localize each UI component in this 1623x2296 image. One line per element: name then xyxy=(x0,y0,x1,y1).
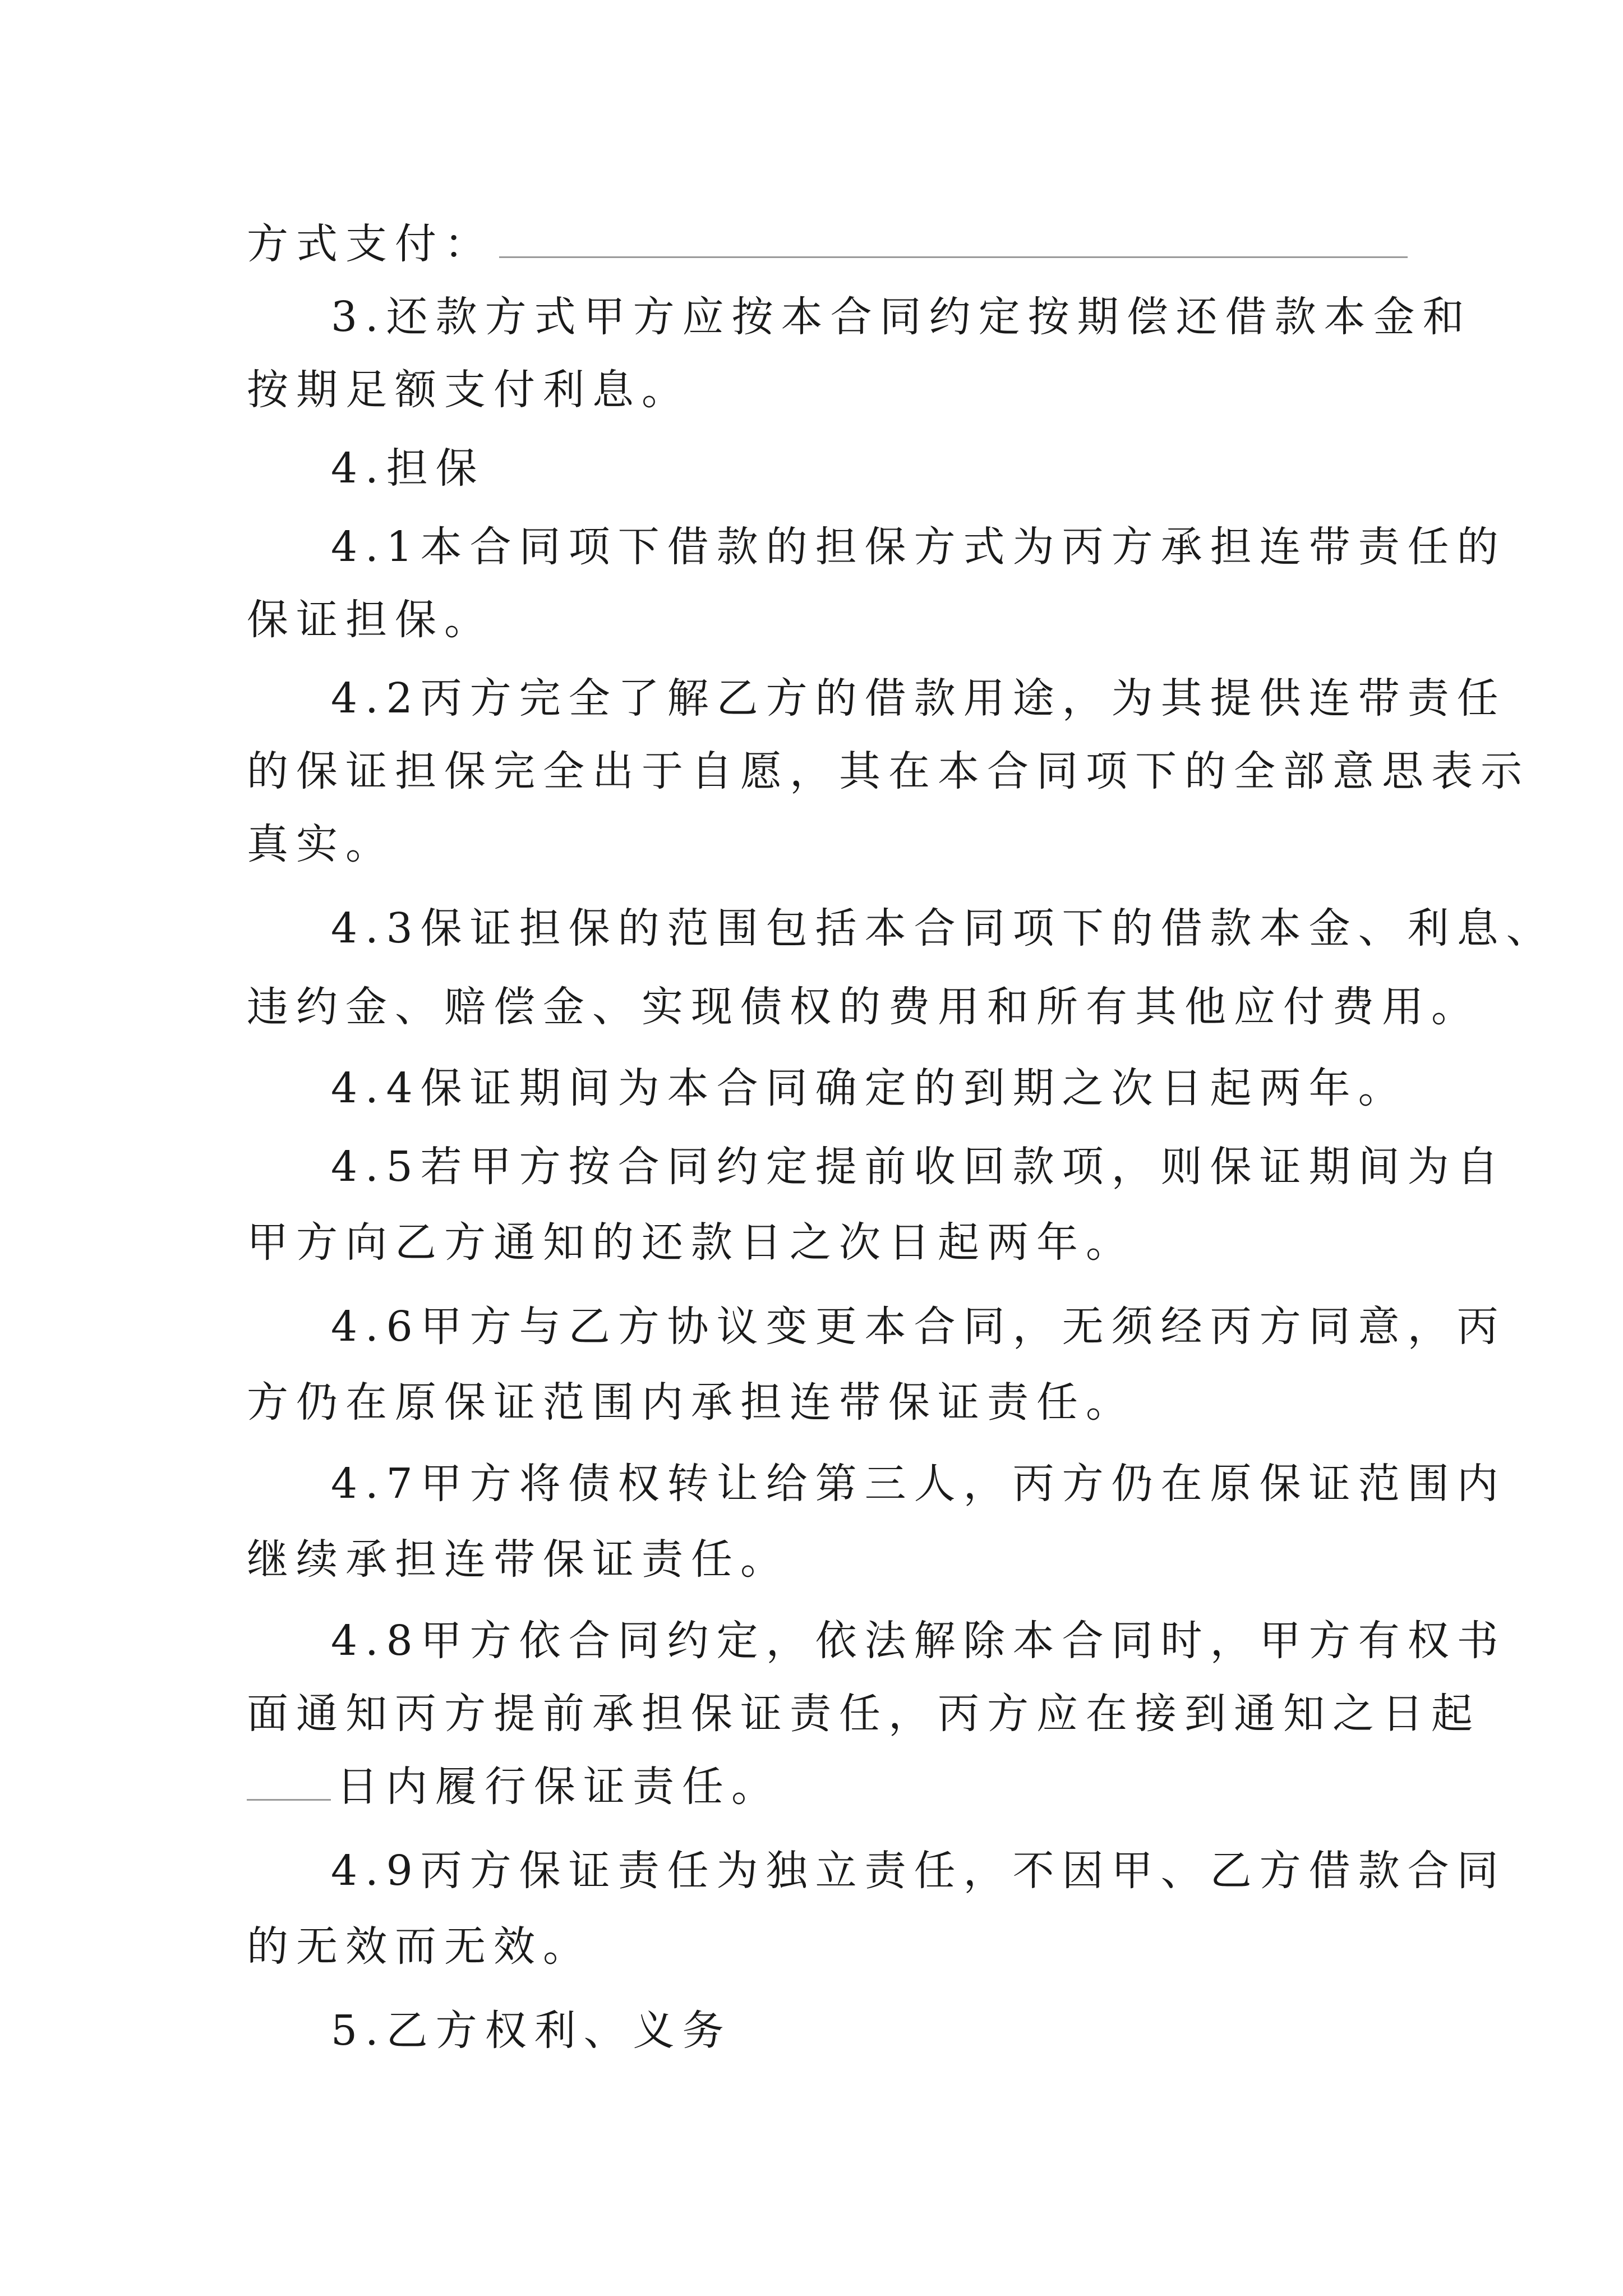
clause-4-5-line-1: 4.5若甲方按合同约定提前收回款项，则保证期间为自 xyxy=(331,1143,1506,1191)
payment-method-line xyxy=(247,213,1408,275)
clause-4-2-line-1: 4.2丙方完全了解乙方的借款用途，为其提供连带责任 xyxy=(331,674,1506,723)
clause-4-heading: 4.担保 xyxy=(331,444,485,493)
clause-4-7-line-1: 4.7甲方将债权转让给第三人，丙方仍在原保证范围内 xyxy=(331,1460,1506,1508)
clause-3-line-2: 按期足额支付利息。 xyxy=(247,366,691,414)
clause-4-8-line-2: 面通知丙方提前承担保证责任，丙方应在接到通知之日起 xyxy=(247,1690,1481,1738)
clause-4-6-line-2: 方仍在原保证范围内承担连带保证责任。 xyxy=(247,1378,1135,1427)
clause-4-9-line-2: 的无效而无效。 xyxy=(247,1922,592,1971)
clause-4-9-line-1: 4.9丙方保证责任为独立责任，不因甲、乙方借款合同 xyxy=(331,1847,1506,1895)
payment-method-blank xyxy=(499,224,1408,258)
clause-4-7-line-2: 继续承担连带保证责任。 xyxy=(247,1535,790,1584)
clause-4-5-line-2: 甲方向乙方通知的还款日之次日起两年。 xyxy=(247,1218,1135,1267)
clause-4-3-line-1: 4.3保证担保的范围包括本合同项下的借款本金、利息、 xyxy=(331,904,1556,953)
clause-4-1-line-1: 4.1本合同项下借款的担保方式为丙方承担连带责任的 xyxy=(331,523,1506,571)
clause-4-4-line-1: 4.4保证期间为本合同确定的到期之次日起两年。 xyxy=(331,1064,1408,1112)
clause-4-6-line-1: 4.6甲方与乙方协议变更本合同，无须经丙方同意，丙 xyxy=(331,1303,1506,1351)
clause-4-3-line-2: 违约金、赔偿金、实现债权的费用和所有其他应付费用。 xyxy=(247,983,1481,1031)
clause-4-2-line-3: 真实。 xyxy=(247,820,395,868)
clause-4-8-line-1: 4.8甲方依合同约定，依法解除本合同时，甲方有权书 xyxy=(331,1617,1506,1665)
clause-4-8-line-3-text: 日内履行保证责任。 xyxy=(336,1763,781,1811)
payment-method-label: 方式支付： xyxy=(247,220,494,268)
days-blank xyxy=(247,1766,331,1801)
clause-5-heading: 5.乙方权利、义务 xyxy=(331,2007,732,2055)
clause-4-1-line-2: 保证担保。 xyxy=(247,596,494,644)
clause-4-2-line-2: 的保证担保完全出于自愿，其在本合同项下的全部意思表示 xyxy=(247,747,1530,795)
clause-4-8-line-3 xyxy=(247,1756,781,1818)
clause-3-line-1: 3.还款方式甲方应按本合同约定按期偿还借款本金和 xyxy=(331,293,1472,341)
